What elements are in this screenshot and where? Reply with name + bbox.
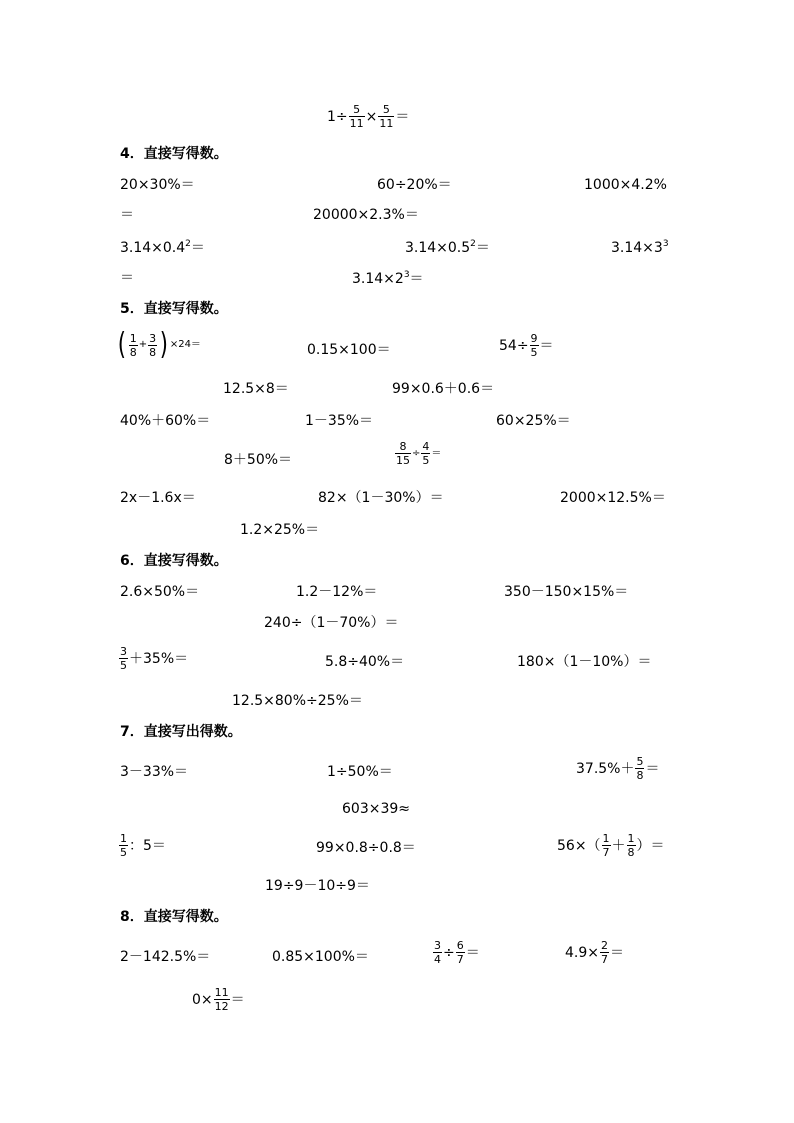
expr: ＝: [120, 270, 134, 286]
section-6-title: 6．直接写得数。: [120, 553, 228, 569]
expr: 1÷50%＝: [327, 764, 393, 780]
expr: $\frac{8}{15}$ ÷ $\frac{4}{5}$ ＝: [396, 440, 442, 467]
fraction: 3 5: [120, 645, 127, 672]
expr: 0.15×100＝: [307, 342, 391, 358]
expr: 350－150×15%＝: [504, 584, 629, 600]
expr: $\frac{3}{4}$ ÷ $\frac{6}{7}$ ＝: [434, 939, 480, 966]
section-8-title: 8．直接写得数。: [120, 909, 228, 925]
fraction: $\frac{5}{11}$: [349, 103, 364, 130]
expr-text: 1÷: [327, 108, 348, 125]
left-paren: (: [117, 327, 126, 362]
expr: ＝: [120, 207, 134, 223]
expr: 8＋50%＝: [224, 452, 293, 468]
fraction: 1 8: [627, 832, 635, 859]
expr: 2000×12.5%＝: [560, 490, 666, 506]
expr: 19÷9－10÷9＝: [265, 878, 370, 894]
fraction: $\frac{11}{12}$: [214, 986, 229, 1013]
section-4-title: 4．直接写得数。: [120, 146, 228, 162]
expr: 99×0.6＋0.6＝: [392, 381, 495, 397]
expr: 3－33%＝: [120, 764, 189, 780]
expr: 1 5 ：5＝: [120, 832, 166, 859]
expr-paren-sum: ( 1 8 + $\frac{3}{8}$ ) ×24＝: [117, 327, 201, 362]
expr: $3.14\times 0.4^2=$: [120, 239, 205, 256]
expr: 12.5×80%÷25%＝: [232, 693, 363, 709]
expr: 54÷ $\frac{9}{5}$ ＝: [499, 332, 554, 359]
expr: 1.2×25%＝: [240, 522, 320, 538]
expr: 37.5%＋ 5 8 ＝: [576, 755, 660, 782]
fraction: $\frac{8}{15}$: [396, 440, 410, 467]
expr: 1000×4.2%: [584, 177, 667, 193]
expr: 60×25%＝: [496, 413, 571, 429]
expr: 0× $\frac{11}{12}$ ＝: [192, 986, 245, 1013]
expr: 82×（1－30%）＝: [318, 490, 444, 506]
expr: 12.5×8＝: [223, 381, 289, 397]
fraction: $\frac{9}{5}$: [530, 332, 538, 359]
fraction: $\frac{6}{7}$: [456, 939, 464, 966]
expr: 240÷（1－70%）＝: [264, 615, 399, 631]
fraction: 5 8: [636, 755, 644, 782]
expr: 0.85×100%＝: [272, 949, 369, 965]
fraction: $\frac{3}{8}$: [149, 331, 157, 359]
expr: $3.14\times 3^3$: [611, 239, 669, 256]
fraction: 1 8: [129, 331, 137, 359]
expr: 603×39≈: [342, 801, 410, 817]
expr: 180×（1－10%）＝: [517, 654, 652, 670]
expr: 1－35%＝: [305, 413, 374, 429]
expr: $3.14\times 0.5^2=$: [405, 239, 490, 256]
expr-s3-last: [327, 104, 409, 129]
expr: 4.9× $\frac{2}{7}$ ＝: [565, 939, 624, 966]
fraction: 1 5: [120, 832, 127, 859]
expr: 5.8÷40%＝: [325, 654, 405, 670]
expr: 40%＋60%＝: [120, 413, 211, 429]
expr: 2－142.5%＝: [120, 949, 211, 965]
expr: 2x－1.6x＝: [120, 490, 196, 506]
expr: 3 5 ＋35%＝: [120, 645, 189, 672]
expr: 20×30%＝: [120, 177, 195, 193]
fraction: 1 7: [602, 832, 610, 859]
fraction: $\frac{4}{5}$: [422, 440, 430, 467]
expr: 20000×2.3%＝: [313, 207, 419, 223]
equals-sign: ＝: [395, 108, 410, 125]
section-5-title: 5．直接写得数。: [120, 301, 228, 317]
expr: 99×0.8÷0.8＝: [316, 840, 416, 856]
section-7-title: 7．直接写出得数。: [120, 724, 242, 740]
fraction: $\frac{5}{11}$: [379, 103, 394, 130]
fraction: $\frac{2}{7}$: [601, 939, 608, 966]
right-paren: ): [159, 327, 169, 362]
expr: 56×（ 1 7 ＋ 1 8 ）＝: [557, 832, 665, 859]
expr: $3.14\times 2^3=$: [352, 270, 424, 287]
expr: 2.6×50%＝: [120, 584, 200, 600]
fraction: $\frac{3}{4}$: [434, 939, 441, 966]
expr: 1.2－12%＝: [296, 584, 378, 600]
expr: 60÷20%＝: [377, 177, 452, 193]
times-sign: ×: [365, 108, 378, 125]
